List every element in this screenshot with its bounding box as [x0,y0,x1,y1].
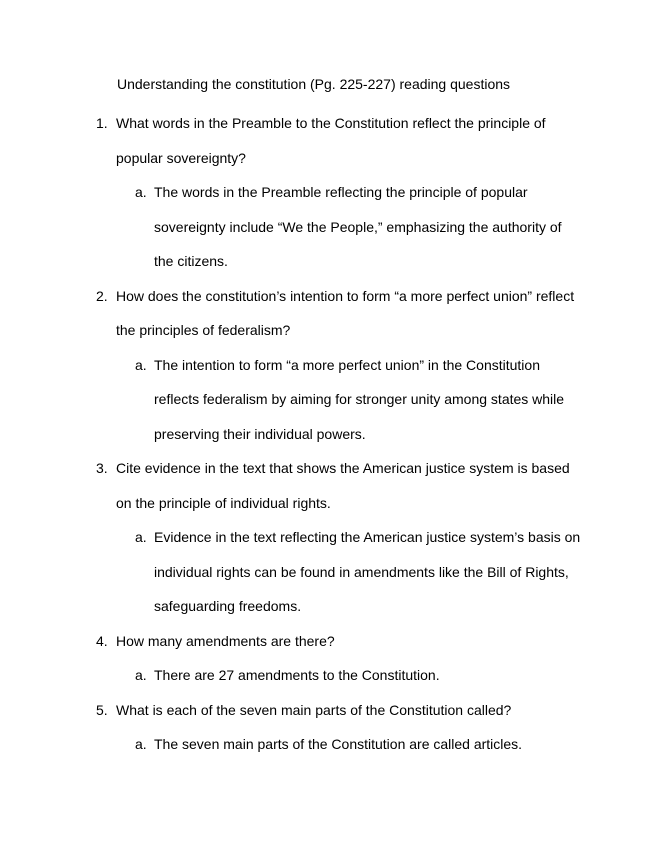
answer-text: There are 27 amendments to the Constitution. [154,667,440,683]
answer-list [0,348,655,452]
question-number: 3. [96,460,108,476]
question-number: 4. [96,632,108,649]
answer-item [0,658,655,693]
answer-item [0,175,655,279]
question-item-1 [0,106,655,279]
answer-text: Evidence in the text reflecting the American justice system’s basis on individual rights can be found in amendments like the Bill of Rights, safeguarding freedoms. [154,529,581,614]
answer-list [0,727,655,762]
answer-letter: a. [135,529,147,545]
answer-text: The words in the Preamble reflecting the principle of popular sovereignty include “We the People,” emphasizing the authority of the citizens. [154,184,562,269]
question-text: What words in the Preamble to the Constitution reflect the principle of popular sovereignty? [116,115,546,166]
question-number: 2. [96,287,108,304]
question-text: How many amendments are there? [116,632,335,649]
question-text: Cite evidence in the text that shows the American justice system is based on the principle of individual rights. [116,460,570,511]
answer-letter: a. [135,736,147,752]
answer-item [0,520,655,624]
answer-text: The seven main parts of the Constitution are called articles. [154,736,523,752]
answer-letter: a. [135,356,147,373]
question-item-3 [0,451,655,624]
answer-list [0,520,655,624]
answer-letter: a. [135,184,147,200]
question-item-5 [0,693,655,762]
answer-item [0,348,655,452]
document-title: Understanding the constitution (Pg. 225-227) reading questions [117,76,511,92]
answer-list [0,658,655,693]
question-text: How does the constitution’s intention to form “a more perfect union” reflect the principles of federalism? [116,287,575,338]
answer-text: The intention to form “a more perfect union” in the Constitution reflects federalism by aiming for stronger unity among states while preserving their individual powers. [154,356,565,442]
question-text: What is each of the seven main parts of the Constitution called? [116,701,512,718]
question-number: 1. [96,115,108,131]
answer-letter: a. [135,667,147,683]
answer-list [0,175,655,279]
question-number: 5. [96,701,108,718]
answer-item [0,727,655,762]
question-list [0,106,655,762]
question-item-2 [0,279,655,452]
question-item-4 [0,624,655,693]
